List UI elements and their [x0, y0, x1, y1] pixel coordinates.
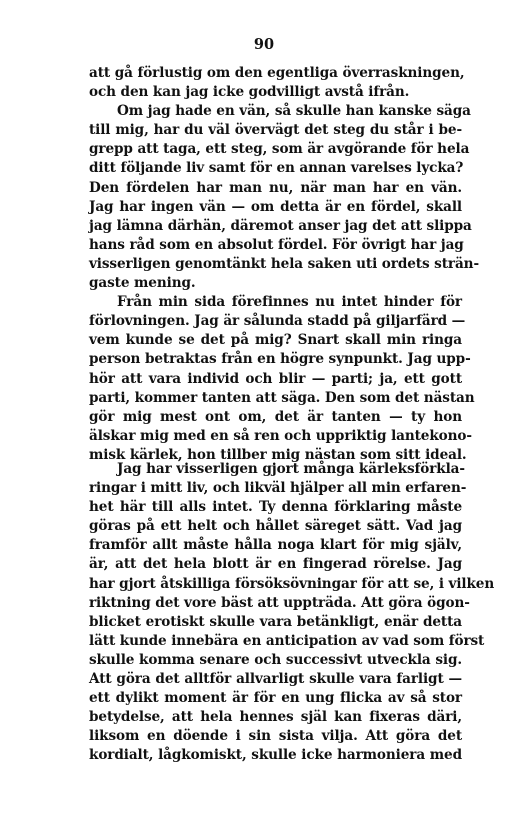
text-line: är, att det hela blott är en fingerad rörelse. Jag [89, 556, 462, 573]
text-line: ett dylikt moment är för en ung flicka av så stor [89, 690, 462, 707]
text-line: blicket erotiskt skulle vara betänkligt, enär detta [89, 613, 462, 630]
text-line: och den kan jag icke godvilligt avstå ifrån. [89, 84, 410, 101]
text-line: het här till alls intet. Ty denna förklaring måste [89, 499, 462, 516]
text-line: Om jag hade en vän, så skulle han kanske säga [117, 103, 471, 120]
text-line: misk kärlek, hon tillber mig nästan som sitt ideal. [89, 446, 467, 463]
text-line: Jag har ingen vän — om detta är en fördel, skall [89, 198, 462, 215]
text-line: att gå förlustig om den egentliga överraskningen, [89, 65, 465, 81]
text-line: har gjort åtskilliga försöksövningar för att se, i vilken [89, 575, 495, 592]
text-line: Att göra det alltför allvarligt skulle vara farligt — [89, 671, 462, 688]
text-line: gör mig mest ont om, det är tanten — ty hon [89, 408, 462, 425]
text-line: förlovningen. Jag är sålunda stadd på giljarfärd — [89, 313, 466, 330]
text-line: ditt följande liv samt för en annan varelses lycka? [89, 160, 464, 177]
text-line: riktning det vore bäst att uppträda. Att göra ögon- [89, 594, 470, 611]
text-line: vem kunde se det på mig? Snart skall min ringa [89, 332, 462, 349]
text-line: Från min sida förefinnes nu intet hinder för [117, 294, 462, 311]
page-number: 90 [253, 36, 275, 53]
text-line: skulle komma senare och successivt utveckla sig. [89, 651, 462, 668]
text-block-1 [89, 64, 479, 465]
text-line: gaste mening. [89, 275, 196, 292]
text-line: hör att vara individ och blir — parti; ja, ett gott [89, 370, 462, 387]
text-line: lätt kunde innebära en anticipation av vad som först [89, 632, 485, 649]
text-line: till mig, har du väl övervägt det steg du står i be- [89, 122, 462, 139]
text-line: framför allt måste hålla noga klart för mig själv, [89, 537, 462, 554]
text-line: göras på ett helt och hållet säreget sätt. Vad jag [89, 518, 462, 535]
text-line: liksom en döende i sin sista vilja. Att göra det [89, 728, 462, 745]
text-line: kordialt, lågkomiskt, skulle icke harmoniera med [89, 747, 462, 764]
text-line: Jag har visserligen gjort många kärleksförkla- [117, 461, 465, 477]
text-line: person betraktas från en högre synpunkt. Jag upp- [89, 351, 471, 368]
text-block-2 [89, 460, 495, 766]
text-line: grepp att taga, ett steg, som är avgörande för hela [89, 141, 470, 158]
text-line: betydelse, att hela hennes själ kan fixeras däri, [89, 709, 462, 726]
text-line: jag lämna därhän, däremot anser jag det att slippa [89, 217, 472, 234]
text-line: hans råd som en absolut fördel. För övrigt har jag [89, 236, 464, 253]
text-line: parti, kommer tanten att säga. Den som det nästan [89, 389, 475, 406]
text-line: visserligen genomtänkt hela saken uti ordets strän- [89, 255, 479, 272]
text-line: ringar i mitt liv, och likväl hjälper all min erfaren- [89, 480, 467, 497]
text-line: älskar mig med en så ren och uppriktig lantekono- [89, 427, 472, 444]
text-line: Den fördelen har man nu, när man har en vän. [89, 179, 462, 196]
